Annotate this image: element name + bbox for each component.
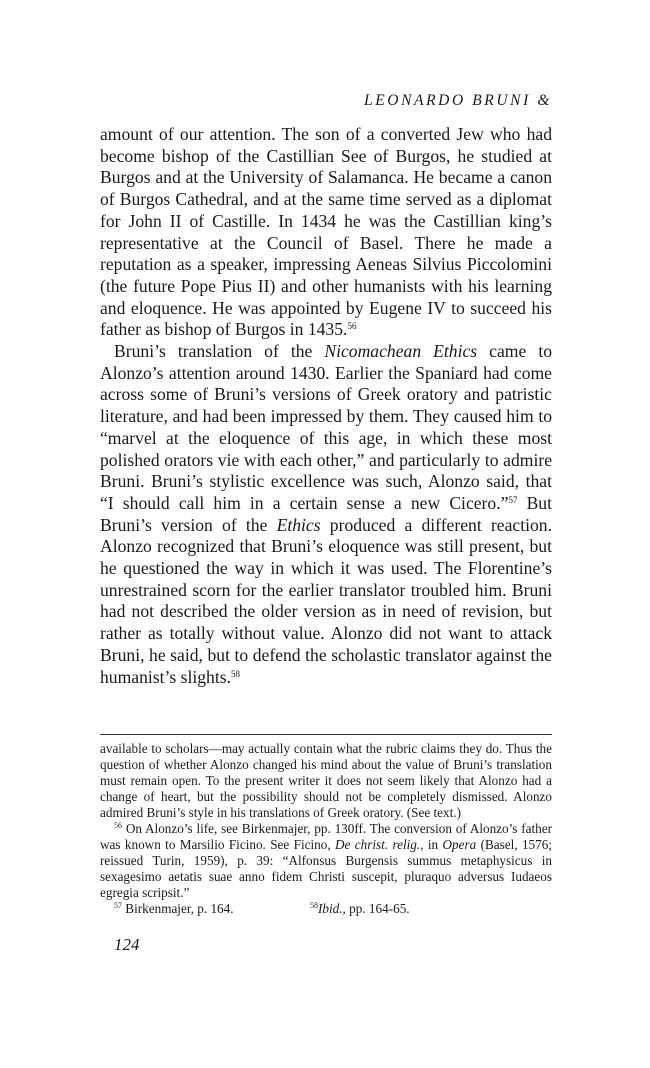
page-number: 124 [114, 935, 140, 954]
main-text [100, 124, 552, 688]
footnote-ref-58: 58 [231, 668, 240, 679]
book-title: Nicomachean Ethics [324, 341, 478, 362]
footnote-ref-57: 57 [508, 494, 518, 505]
footnote-56: $^{56}$ On Alonzo’s life, see Birkenmajer, pp. 130ff. The conversion of Alonzo’s father was known to Marsilio Ficino. See Ficino, De christ. relig., in Opera (Basel, 1576; reissued Turin, 1959), p. 39: “Alfonsus Burgensis summus metaphysicus in sexagesimo aetatis suae anno fidem Christi suscepit, pluraquo adversus Iudaeos egregia scripsit.” [100, 821, 552, 900]
footnote-ref-56: 56 [347, 321, 357, 332]
footnote-continued: available to scholars—may actually contain what the rubric claims they do. Thus the question of whether Alonzo changed his mind about the value of Bruni’s translation must remain open. To the present writer it does not seem likely that Alonzo had a change of heart, but the possibility should not be completely dismissed. Alonzo admired Bruni’s style in his translations of Greek oratory. (See text.) [100, 741, 552, 820]
footnote-divider [100, 734, 552, 735]
running-head: LEONARDO BRUNI & [364, 92, 552, 109]
footnotes [100, 741, 552, 917]
book-title-short: Ethics [276, 514, 321, 535]
footnote-57: $^{57}$ Birkenmajer, p. 164. [114, 901, 234, 916]
footnotes-57-58 [100, 901, 552, 917]
paragraph-2: Bruni’s translation of the Nicomachean Ethics came to Alonzo’s attention around 1430. Earlier the Spaniard had come across some of Bruni’s versions of Greek oratory and patristic literature, and had been impressed by them. They caused him to “marvel at the eloquence of this age, in which these most polished orators vie with each other,” and particularly to admire Bruni. Bruni’s stylistic excellence was such, Alonzo said, that “I should call him in a certain sense a new Cicero.”$^{57}$ But Bruni’s version of the Ethics produced a different reaction. Alonzo recognized that Bruni’s eloquence was still present, but he questioned the way in which it was used. The Florentine’s unrestrained scorn for the earlier translator troubled him. Bruni had not described the older version as in need of revision, but rather as totally without value. Alonzo did not want to attack Bruni, he said, but to defend the scholastic translator against the humanist’s slights.$^{58}$ [100, 341, 553, 687]
footnote-58: $^{58}$Ibid., pp. 164-65. [310, 901, 410, 916]
paragraph-1: amount of our attention. The son of a converted Jew who had become bishop of the Castillian See of Burgos, he studied at Burgos and at the University of Salamanca. He became a canon of Burgos Cathedral, and at the same time served as a diplomat for John II of Castille. In 1434 he was the Castillian king’s representative at the Council of Basel. There he made a reputation as a speaker, impressing Aeneas Silvius Piccolomini (the future Pope Pius II) and other humanists with his learning and eloquence. He was appointed by Eugene IV to succeed his father as bishop of Burgos in 1435.56 [100, 124, 552, 340]
